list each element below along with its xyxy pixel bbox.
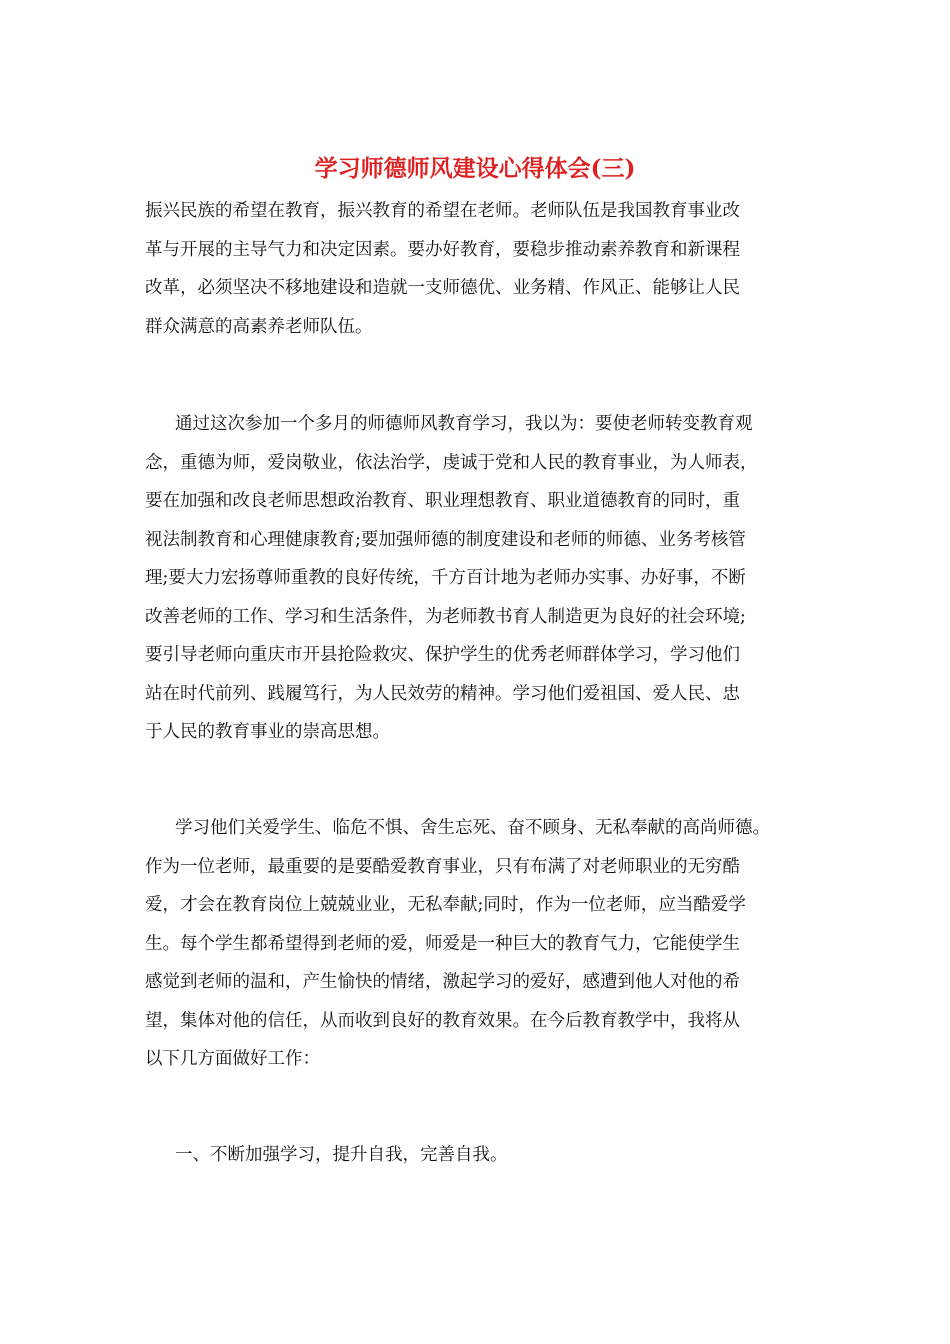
paragraph-line: 学习他们关爱学生、临危不惧、舍生忘死、奋不顾身、无私奉献的高尚师德。 — [175, 818, 770, 838]
paragraph-1 — [145, 192, 805, 346]
paragraph-line: 要引导老师向重庆市开县抢险救灾、保护学生的优秀老师群体学习，学习他们 — [145, 645, 740, 665]
document-title: 学习师德师风建设心得体会(三) — [314, 155, 636, 182]
paragraph-line: 振兴民族的希望在教育，振兴教育的希望在老师。老师队伍是我国教育事业改 — [145, 201, 740, 221]
paragraph-line: 以下几方面做好工作： — [145, 1049, 320, 1069]
paragraph-line: 于人民的教育事业的崇高思想。 — [145, 722, 390, 742]
paragraph-3 — [145, 809, 805, 1079]
paragraph-2 — [145, 405, 805, 752]
paragraph-line: 望，集体对他的信任，从而收到良好的教育效果。在今后教育教学中，我将从 — [145, 1010, 740, 1031]
paragraph-line: 视法制教育和心理健康教育;要加强师德的制度建设和老师的师德、业务考核管 — [145, 529, 746, 550]
paragraph-line: 革与开展的主导气力和决定因素。要办好教育，要稳步推动素养教育和新课程 — [145, 239, 740, 260]
paragraph-line: 改革，必须坚决不移地建设和造就一支师德优、业务精、作风正、能够让人民 — [145, 278, 740, 298]
paragraph-line: 生。每个学生都希望得到老师的爱，师爱是一种巨大的教育气力，它能使学生 — [145, 933, 740, 954]
paragraph-line: 站在时代前列、践履笃行，为人民效劳的精神。学习他们爱祖国、爱人民、忠 — [145, 683, 740, 704]
paragraph-line: 作为一位老师，最重要的是要酷爱教育事业，只有布满了对老师职业的无穷酷 — [145, 856, 740, 877]
paragraph-line: 要在加强和改良老师思想政治教育、职业理想教育、职业道德教育的同时，重 — [145, 491, 740, 511]
paragraph-line: 理;要大力宏扬尊师重教的良好传统，千方百计地为老师办实事、办好事，不断 — [145, 568, 746, 588]
paragraph-line: 一、不断加强学习，提升自我，完善自我。 — [175, 1145, 508, 1165]
paragraph-line: 群众满意的高素养老师队伍。 — [145, 316, 373, 337]
paragraph-line: 改善老师的工作、学习和生活条件，为老师教书育人制造更为良好的社会环境; — [145, 606, 746, 627]
paragraph-line: 念，重德为师，爱岗敬业，依法治学，虔诚于党和人民的教育事业，为人师表， — [145, 452, 758, 473]
paragraph-line: 爱，才会在教育岗位上兢兢业业，无私奉献;同时，作为一位老师，应当酷爱学 — [145, 895, 746, 915]
paragraph-line: 通过这次参加一个多月的师德师风教育学习，我以为：要使老师转变教育观 — [175, 414, 753, 434]
paragraph-4 — [145, 1136, 805, 1175]
paragraph-line: 感觉到老师的温和，产生愉快的情绪，激起学习的爱好，感遭到他人对他的希 — [145, 972, 740, 992]
